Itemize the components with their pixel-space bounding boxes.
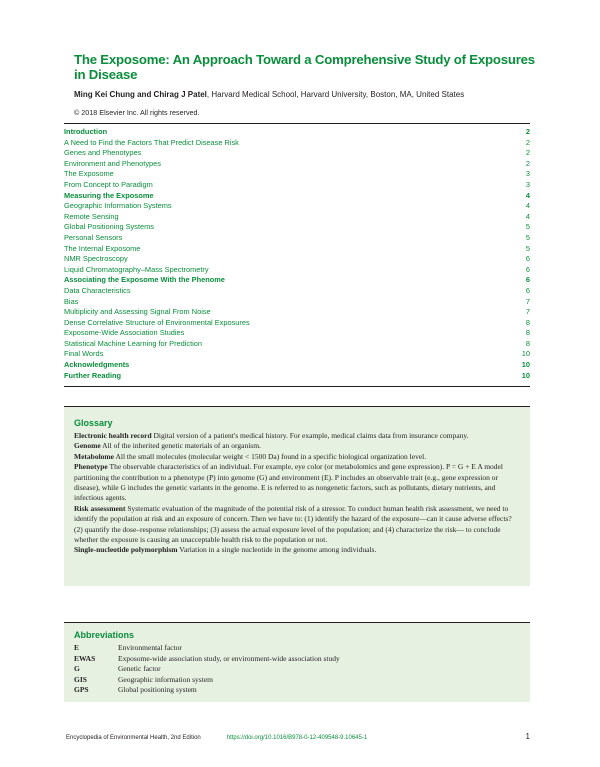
toc-entry-page: 5 <box>525 243 530 253</box>
toc-entry-page: 4 <box>525 201 530 211</box>
glossary-definition: Variation in a single nucleotide in the genome among individuals. <box>177 545 377 555</box>
affiliation: , Harvard Medical School, Harvard University, Boston, MA, United States <box>206 90 465 99</box>
toc-entry-label: Exposome-Wide Association Studies <box>64 328 185 338</box>
abbreviation-row <box>74 654 520 665</box>
abbreviation-code: EWAS <box>74 653 96 663</box>
toc-entry[interactable] <box>64 318 530 329</box>
toc-entry-label: NMR Spectroscopy <box>64 254 128 264</box>
toc-entry-page: 6 <box>525 275 530 285</box>
toc-entry-page: 2 <box>525 137 530 147</box>
toc-entry[interactable] <box>64 360 530 371</box>
toc-entry[interactable] <box>64 212 530 223</box>
toc-entry[interactable] <box>64 169 530 180</box>
toc-entry-page: 4 <box>525 211 530 221</box>
glossary-term: Electronic health record <box>74 431 152 440</box>
glossary-term: Genome <box>74 441 101 451</box>
page-footer <box>66 733 530 742</box>
glossary-definition: All the small molecules (molecular weight < 1500 Da) found in a specific biological organization level. <box>114 451 427 461</box>
abbreviations-box <box>64 622 530 702</box>
toc-entry[interactable] <box>64 297 530 308</box>
toc-entry[interactable] <box>64 180 530 191</box>
toc-entry-label: Liquid Chromatography–Mass Spectrometry <box>64 264 209 274</box>
toc-entry-label: A Need to Find the Factors That Predict Disease Risk <box>64 137 239 147</box>
abbreviation-meaning: Genetic factor <box>118 664 161 673</box>
toc-entry-page: 3 <box>525 179 530 189</box>
toc-entry-label: Associating the Exposome With the Phenome <box>64 275 225 285</box>
toc-entry-label: Genes and Phenotypes <box>64 148 142 158</box>
glossary-term: Phenotype <box>74 462 108 472</box>
toc-entry-page: 2 <box>525 158 530 168</box>
glossary-entry <box>74 462 520 504</box>
abbreviations-heading: Abbreviations <box>74 630 135 640</box>
toc-entry-page: 2 <box>525 148 530 158</box>
toc-entry-page: 8 <box>525 317 530 327</box>
toc-entry-page: 6 <box>525 254 530 264</box>
toc-entry[interactable] <box>64 127 530 138</box>
toc-entry-label: Statistical Machine Learning for Prediction <box>64 338 203 348</box>
toc-entry[interactable] <box>64 159 530 170</box>
glossary-entry <box>74 504 520 546</box>
toc-entry-label: Final Words <box>64 349 104 359</box>
glossary-entry <box>74 431 520 441</box>
glossary-definition: Systematic evaluation of the magnitude of the potential risk of a stressor. To conduct human health risk assessment, we need to identify the population at risk and an exposure of concern. Then we have to: (1) identify the hazard of the exposure—can it cause adverse effects? (2) quantify the dose–response relationships; (3) assess the actual exposure level of the population; and (4) characterize the risk— to conclude whether the exposure is causing an unacceptable health risk to the population or not. <box>74 503 512 545</box>
toc-entry[interactable] <box>64 371 530 382</box>
glossary-definition: Digital version of a patient's medical history. For example, medical claims data from insurance company. <box>151 431 469 440</box>
doi-link[interactable]: https://doi.org/10.1016/B978-0-12-409548-9.10645-1 <box>226 735 368 741</box>
toc-entry-label: Dense Correlative Structure of Environmental Exposures <box>64 317 250 327</box>
glossary-term: Single-nucleotide polymorphism <box>74 545 178 555</box>
abbreviation-meaning: Environmental factor <box>118 643 182 652</box>
toc-entry[interactable] <box>64 307 530 318</box>
toc-entry[interactable] <box>64 148 530 159</box>
glossary-box <box>64 406 530 586</box>
abbreviation-code: G <box>74 664 80 673</box>
toc-entry[interactable] <box>64 265 530 276</box>
footer-source: Encyclopedia of Environmental Health, 2nd Edition <box>66 735 201 741</box>
abbreviation-code: GIS <box>74 674 87 684</box>
toc-entry[interactable] <box>64 222 530 233</box>
toc-entry-page: 4 <box>525 190 530 200</box>
toc-entry-label: Measuring the Exposome <box>64 190 154 200</box>
toc-entry-label: Remote Sensing <box>64 211 119 221</box>
toc-entry-page: 10 <box>521 360 530 370</box>
toc-entry-page: 5 <box>525 222 530 232</box>
divider <box>64 386 530 387</box>
toc-entry[interactable] <box>64 254 530 265</box>
abbreviation-code: GPS <box>74 685 89 694</box>
page-number: 1 <box>525 732 530 741</box>
toc-entry-label: Bias <box>64 296 79 306</box>
toc-entry-label: The Internal Exposome <box>64 243 141 253</box>
glossary-definition: The observable characteristics of an individual. For example, eye color (or metabolomics and gene expression). P = G + E A model partitioning the contribution to a phenotype (P) into genome (G) and environment (E). P includes an observable trait (e.g., gene expression or disease), while G includes the genetic variants in the genome. E is referred to as nongenetic factors, such as pollutants, dietary nutrients, and infectious agents. <box>74 462 503 503</box>
abbreviation-meaning: Global positioning system <box>118 685 197 694</box>
toc-entry-page: 5 <box>525 232 530 242</box>
abbreviation-row <box>74 675 520 686</box>
toc-entry-page: 2 <box>525 127 530 136</box>
toc-entry[interactable] <box>64 244 530 255</box>
toc-entry-page: 3 <box>525 169 530 179</box>
toc-entry[interactable] <box>64 201 530 212</box>
abbreviation-row <box>74 664 520 675</box>
toc-entry-label: Further Reading <box>64 370 122 380</box>
toc-entry[interactable] <box>64 191 530 202</box>
toc-entry-label: Global Positioning Systems <box>64 222 154 232</box>
toc-entry-page: 7 <box>525 296 530 306</box>
divider <box>64 123 530 124</box>
toc-entry-page: 8 <box>525 328 530 338</box>
glossary-list <box>74 431 520 556</box>
toc-entry[interactable] <box>64 233 530 244</box>
glossary-entry <box>74 441 520 451</box>
toc-entry-label: Introduction <box>64 127 108 136</box>
toc-entry-label: Environment and Phenotypes <box>64 158 161 168</box>
toc-entry[interactable] <box>64 328 530 339</box>
glossary-term: Metabolome <box>74 451 114 461</box>
abbreviation-row <box>74 643 520 654</box>
toc-entry[interactable] <box>64 138 530 149</box>
toc-entry-page: 10 <box>521 370 530 380</box>
authors: Ming Kei Chung and Chirag J Patel <box>74 90 207 99</box>
toc-entry-label: Data Characteristics <box>64 285 131 295</box>
toc-entry[interactable] <box>64 339 530 350</box>
toc-entry-page: 7 <box>525 307 530 317</box>
glossary-entry <box>74 545 520 555</box>
abbreviation-meaning: Geographic information system <box>118 674 213 684</box>
toc-entry-label: From Concept to Paradigm <box>64 179 153 189</box>
abbreviations-list <box>74 643 520 696</box>
toc-entry-label: Personal Sensors <box>64 232 123 242</box>
author-line <box>74 90 544 100</box>
toc-entry[interactable] <box>64 286 530 297</box>
abbreviation-meaning: Exposome-wide association study, or environment-wide association study <box>118 653 340 663</box>
toc-entry-page: 10 <box>521 349 530 359</box>
copyright-notice: © 2018 Elsevier Inc. All rights reserved. <box>74 108 200 117</box>
toc-entry-label: Multiplicity and Assessing Signal From Noise <box>64 307 211 317</box>
toc-entry-page: 8 <box>525 338 530 348</box>
toc-entry-label: Acknowledgments <box>64 360 130 370</box>
toc-entry-label: Geographic Information Systems <box>64 201 172 211</box>
glossary-entry <box>74 452 520 462</box>
toc-entry[interactable] <box>64 349 530 360</box>
article-title: The Exposome: An Approach Toward a Comprehensive Study of Exposures in Disease <box>74 52 535 82</box>
glossary-term: Risk assessment <box>74 503 126 513</box>
toc-entry-page: 6 <box>525 285 530 295</box>
toc-entry-page: 6 <box>525 264 530 274</box>
glossary-heading: Glossary <box>74 418 113 428</box>
toc-entry-label: The Exposome <box>64 169 114 179</box>
toc-entry[interactable] <box>64 275 530 286</box>
table-of-contents <box>64 127 530 381</box>
glossary-definition: All of the inherited genetic materials of an organism. <box>100 441 261 451</box>
abbreviation-code: E <box>74 643 80 652</box>
abbreviation-row <box>74 685 520 696</box>
